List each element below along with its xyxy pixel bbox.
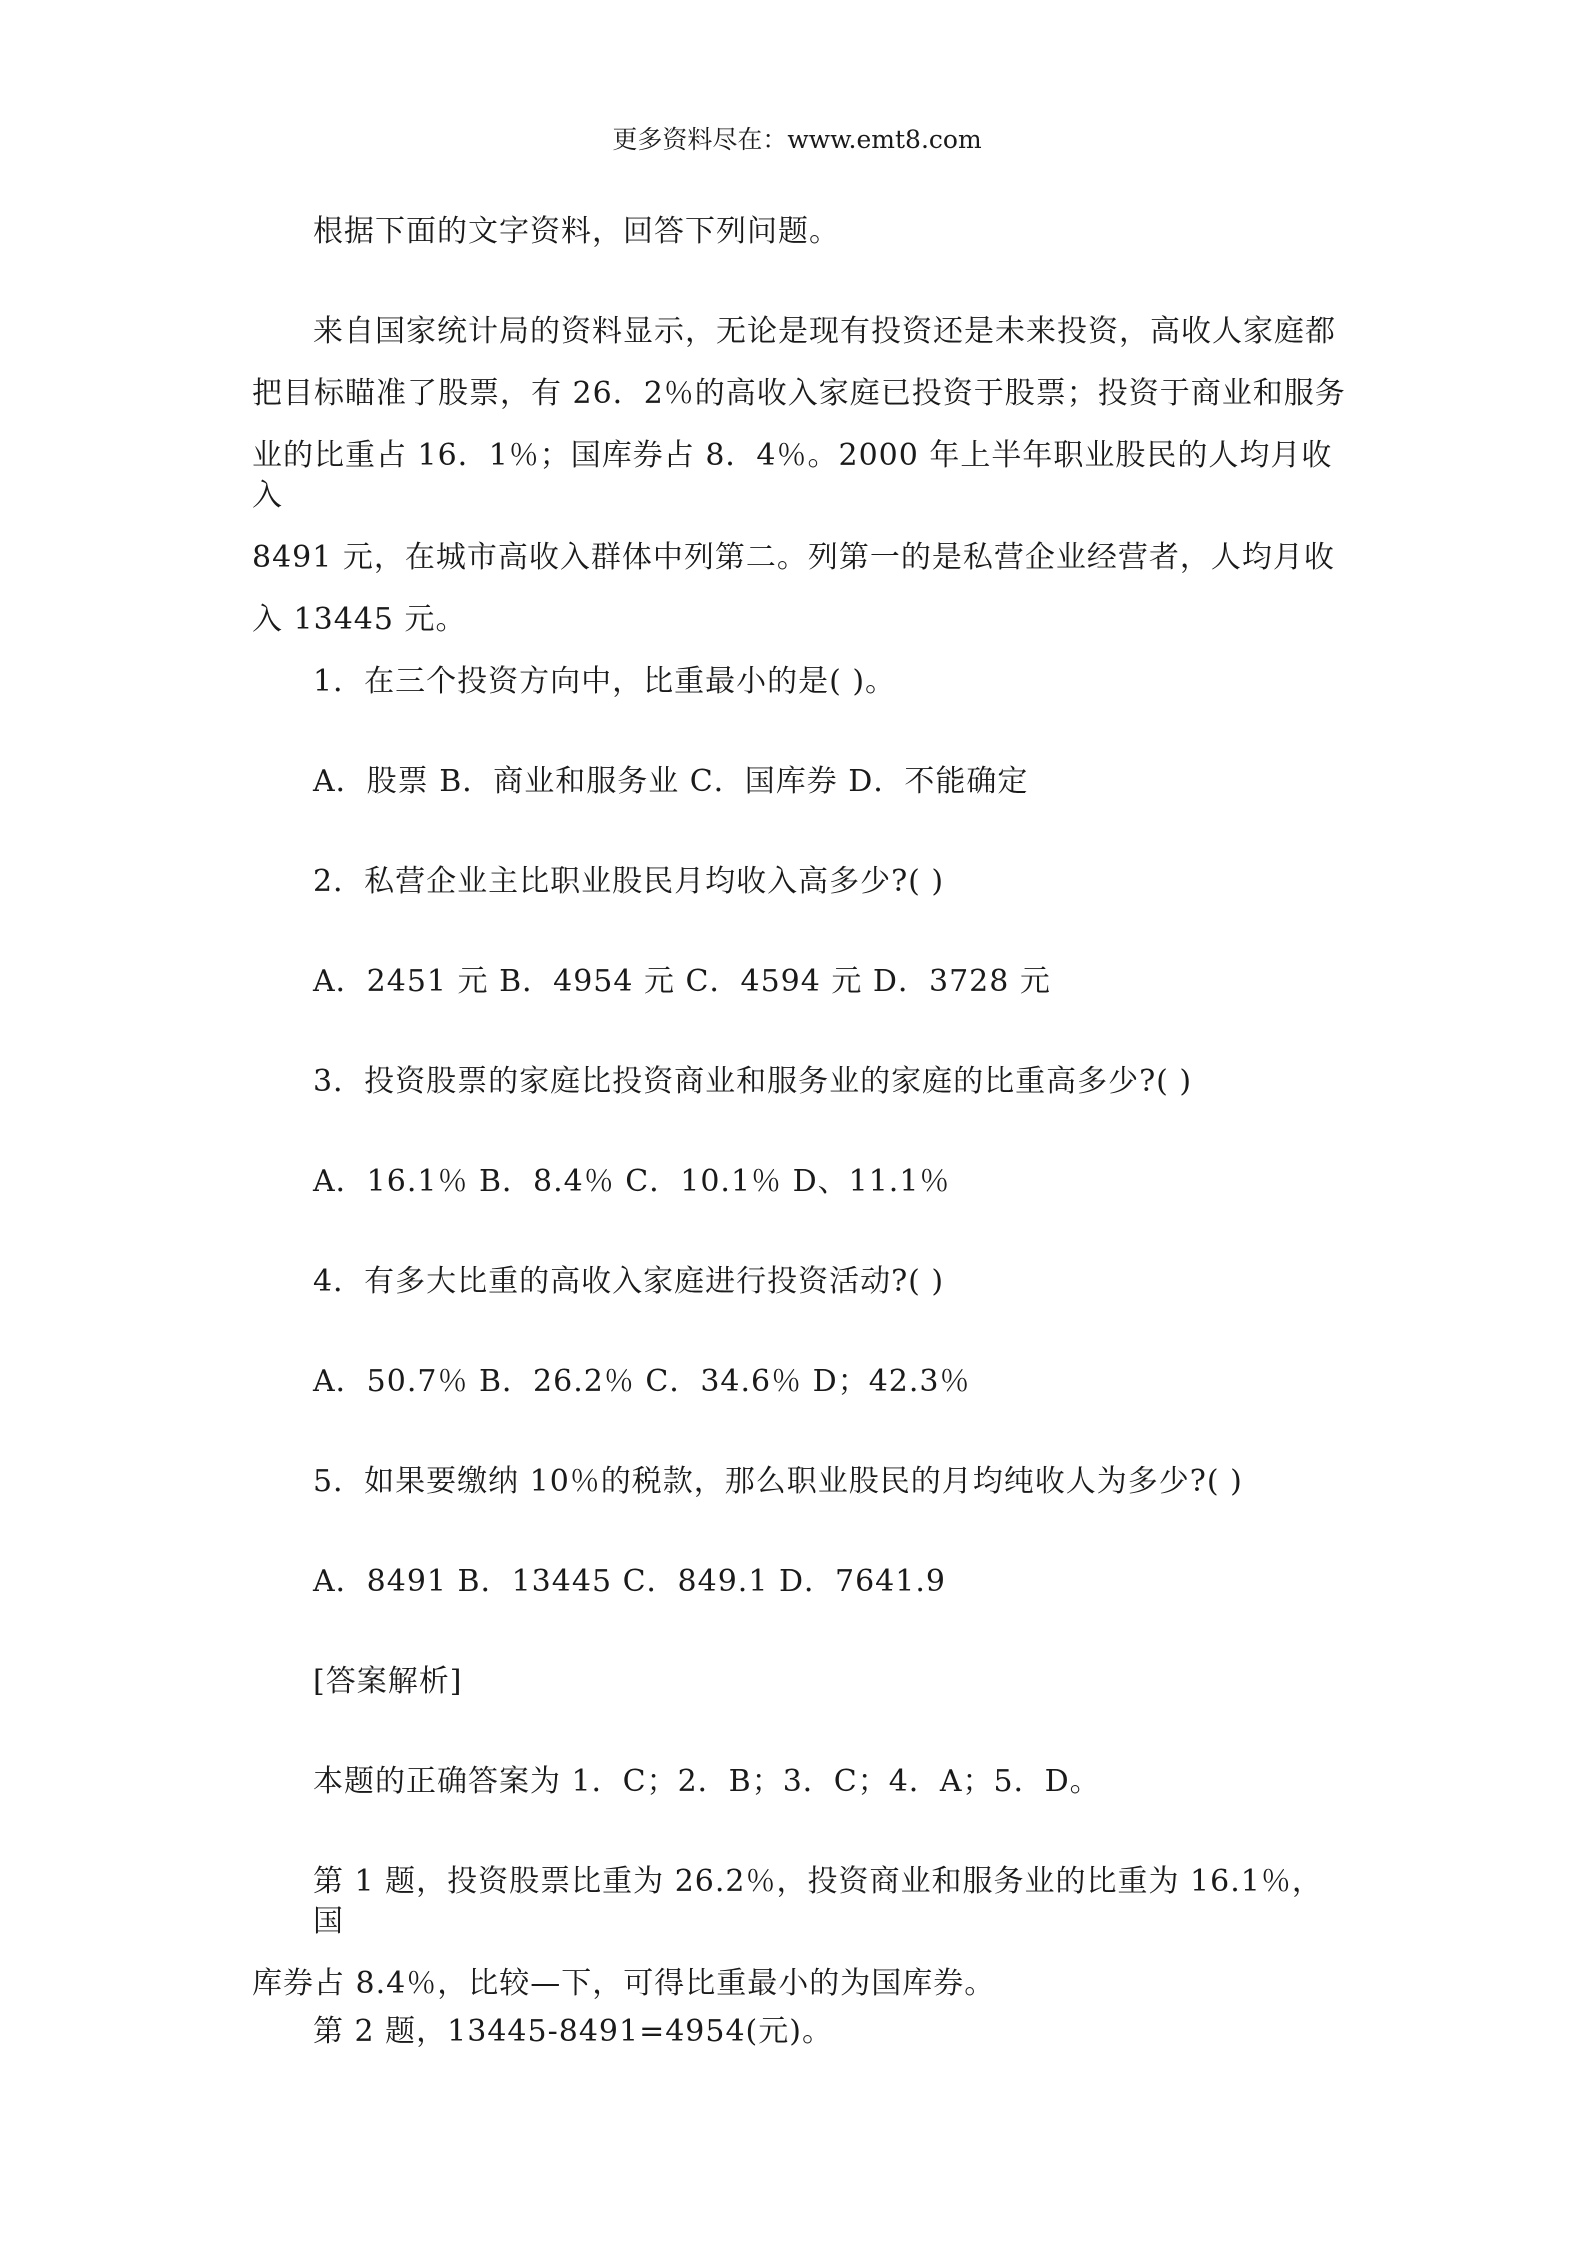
question-3-options: A．16.1％ B．8.4％ C．10.1％ D、11.1％ <box>313 1164 951 1199</box>
passage-line: 8491 元，在城市高收入群体中列第二。列第一的是私营企业经营者，人均月收 <box>252 540 1335 575</box>
explanation-line: 第 1 题，投资股票比重为 26.2％，投资商业和服务业的比重为 16.1％，国 <box>313 1864 1323 1939</box>
passage-line: 入 13445 元。 <box>252 602 467 637</box>
question-1-options: A．股票 B．商业和服务业 C．国库券 D．不能确定 <box>313 764 1029 799</box>
intro-text: 根据下面的文字资料，回答下列问题。 <box>313 214 840 249</box>
question-3: 3．投资股票的家庭比投资商业和服务业的家庭的比重高多少?( ) <box>313 1064 1193 1099</box>
answer-heading: [答案解析] <box>313 1664 463 1699</box>
question-1: 1．在三个投资方向中，比重最小的是( )。 <box>313 664 897 699</box>
passage-line: 业的比重占 16．1％；国库券占 8．4％。2000 年上半年职业股民的人均月收入 <box>252 438 1333 513</box>
question-4-options: A．50.7％ B．26.2％ C．34.6％ D；42.3％ <box>313 1364 971 1399</box>
passage-line: 把目标瞄准了股票，有 26．2％的高收入家庭已投资于股票；投资于商业和服务 <box>252 376 1346 411</box>
explanation-line: 库券占 8.4％，比较—下，可得比重最小的为国库券。 <box>252 1966 996 2001</box>
question-4: 4．有多大比重的高收入家庭进行投资活动?( ) <box>313 1264 945 1299</box>
question-5: 5．如果要缴纳 10％的税款，那么职业股民的月均纯收人为多少?( ) <box>313 1464 1243 1499</box>
answer-summary: 本题的正确答案为 1．C；2．B；3．C；4．A；5．D。 <box>313 1764 1101 1799</box>
explanation-2: 第 2 题，13445-8491=4954(元)。 <box>313 2014 833 2049</box>
passage <box>252 312 1352 640</box>
page-header: 更多资料尽在：www.emt8.com <box>612 125 982 154</box>
passage-line: 来自国家统计局的资料显示，无论是现有投资还是未来投资，高收人家庭都 <box>313 314 1336 349</box>
question-2-options: A．2451 元 B．4954 元 C．4594 元 D．3728 元 <box>313 964 1051 999</box>
question-5-options: A．8491 B．13445 C．849.1 D．7641.9 <box>313 1564 946 1599</box>
question-2: 2．私营企业主比职业股民月均收入高多少?( ) <box>313 864 945 899</box>
explanation-1 <box>252 1862 1352 2004</box>
